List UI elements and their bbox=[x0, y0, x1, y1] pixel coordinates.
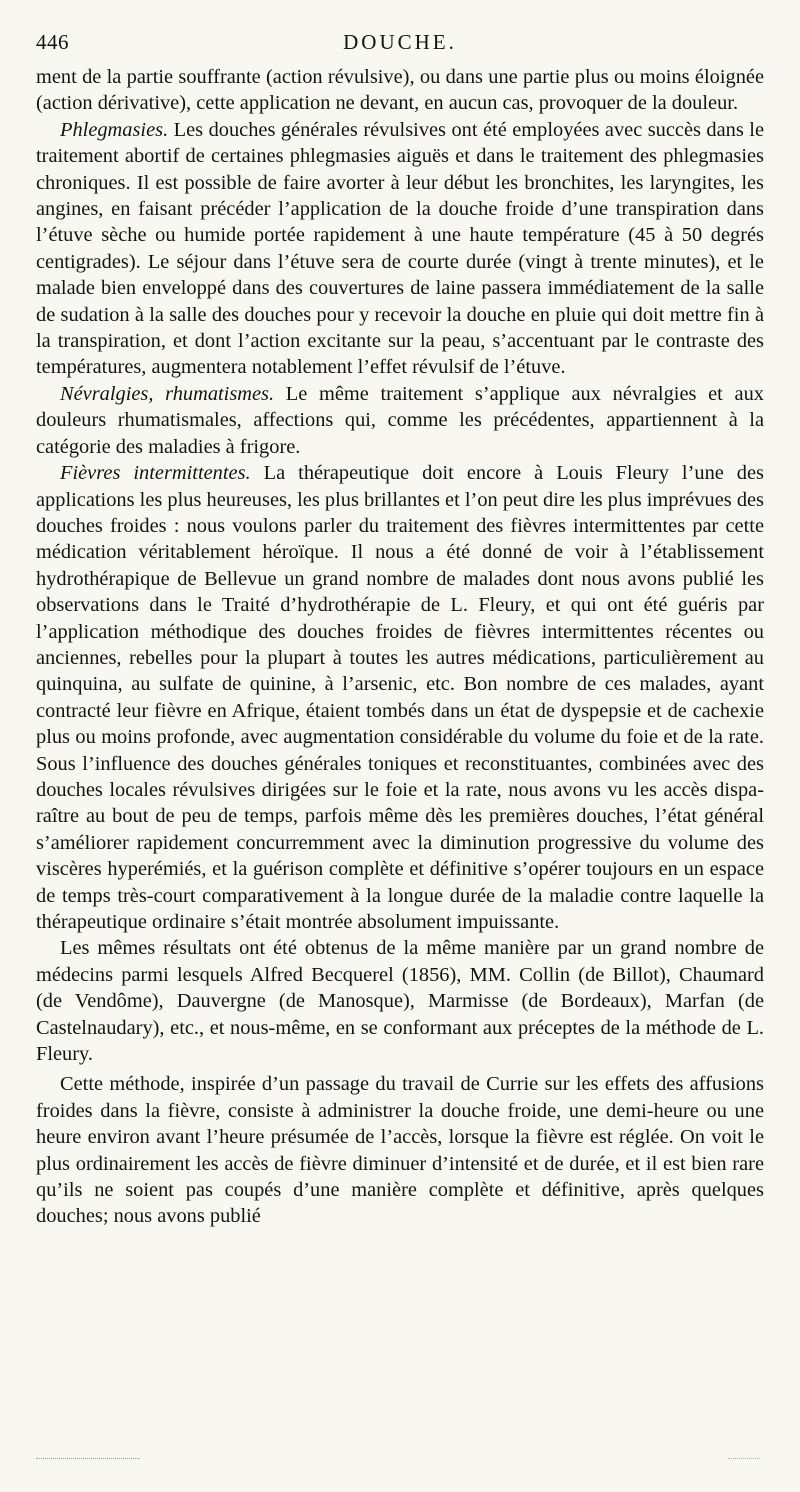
body-text bbox=[36, 64, 764, 1230]
section-lead-fievres: Fièvres intermittentes. bbox=[60, 462, 251, 485]
paragraph-methode bbox=[36, 1071, 764, 1229]
section-lead-nevralgies: Névralgies, rhumatismes. bbox=[60, 382, 275, 405]
paragraph-text: La thérapeutique doit encore à Louis Fleury l’une des applications les plus heureuses, les plus brillantes et l’on peut dire les plus imprévues des douches froides : nous voulons parler du traitement des fièvres intermittentes par cette médication véritablement héroïque. Il nous a été donné de voir à l’établissement hydrothérapique de Bellevue un grand nombre de malades dont nous avons publié les observations dans le Traité d’hydrothérapie de L. Fleury, et qui ont été guéris par l’application méthodique des douches froides de fièvres intermittentes récentes ou anciennes, rebelles pour la plupart à toutes les autres médications, particulièrement au quinquina, au sulfate de quinine, à l’arsenic, etc. Bon nombre de ces malades, ayant contracté leur fièvre en Afrique, étaient tombés dans un état de dyspepsie et de cachexie plus ou moins profonde, avec augmentation considérable du volume du foie et de la rate. Sous l’influence des douches générales toniques et reconstituantes, combinées avec des douches locales révulsives dirigées sur le foie et la rate, nous avons vu les accès disparaître au bout de peu de temps, parfois même dès les premières douches, l’état général s’améliorer rapidement concurremment avec la diminution progressive du volume des viscères hyperémiés, et la guérison complète et définitive s’opérer toujours en un espace de temps très-court comparativement à la longue durée de la maladie contre laquelle la thérapeutique ordinaire s’était montrée absolument impuissante. bbox=[36, 462, 764, 933]
page-number: 446 bbox=[36, 30, 69, 54]
running-title: DOUCHE. bbox=[343, 30, 457, 54]
paragraph-fievres bbox=[36, 460, 764, 935]
section-lead-phlegmasies: Phlegmasies. bbox=[60, 118, 169, 141]
paragraph-text: Le même traitement s’applique aux névralgies et aux douleurs rhumatismales, affections qui, comme les précédentes, appartiennent à la catégorie des maladies à frigore. bbox=[36, 382, 764, 458]
footer-rule bbox=[36, 1458, 140, 1459]
paragraph-phlegmasies bbox=[36, 117, 764, 381]
paragraph-continuation bbox=[36, 64, 764, 117]
running-head bbox=[36, 28, 764, 62]
paragraph-text: Cette méthode, inspirée d’un passage du travail de Currie sur les effets des affusions froides dans la fièvre, consiste à administrer la douche froide, une demi-heure ou une heure environ avant l’heure présumée de l’accès, lorsque la fièvre est réglée. On voit le plus ordinairement les accès de fièvre diminuer d’intensité et de durée, et il est bien rare qu’ils ne soient pas coupés d’une manière complète et définitive, après quelques douches; nous avons publié bbox=[36, 1073, 764, 1228]
paragraph-text: Les mêmes résultats ont été obtenus de la même manière par un grand nombre de médecins parmi lesquels Alfred Becquerel (1856), MM. Collin (de Billot), Chaumard (de Vendôme), Dauvergne (de Manosque), Marmisse (de Bordeaux), Marfan (de Castelnaudary), etc., et nous-même, en se conformant aux préceptes de la méthode de L. Fleury. bbox=[36, 937, 764, 1066]
paragraph-nevralgies bbox=[36, 381, 764, 460]
paragraph-resultats bbox=[36, 935, 764, 1067]
paragraph-text: ment de la partie souffrante (action révulsive), ou dans une partie plus ou moins éloignée (action dérivative), cette application ne devant, en aucun cas, provoquer de la douleur. bbox=[36, 66, 764, 115]
footer-mark bbox=[728, 1458, 760, 1459]
paragraph-text: Les douches générales révulsives ont été employées avec succès dans le traitement abortif de certaines phlegmasies aiguës et dans le traitement des phlegmasies chroniques. Il est possible de faire avorter à leur début les bronchites, les laryngites, les angines, en faisant précéder l’application de la douche froide d’une transpiration dans l’étuve sèche ou humide portée rapidement à une haute température (45 à 50 degrés centigrades). Le séjour dans l’étuve sera de courte durée (vingt à trente minutes), et le malade bien enveloppé dans des couvertures de laine passera immédiatement de la salle de sudation à la salle des douches pour y recevoir la douche en pluie qui doit mettre fin à la transpiration, et dont l’action excitante sur la peau, s’accentuant par le contraste des températures, augmentera notablement l’effet révulsif de l’étuve. bbox=[36, 118, 764, 379]
